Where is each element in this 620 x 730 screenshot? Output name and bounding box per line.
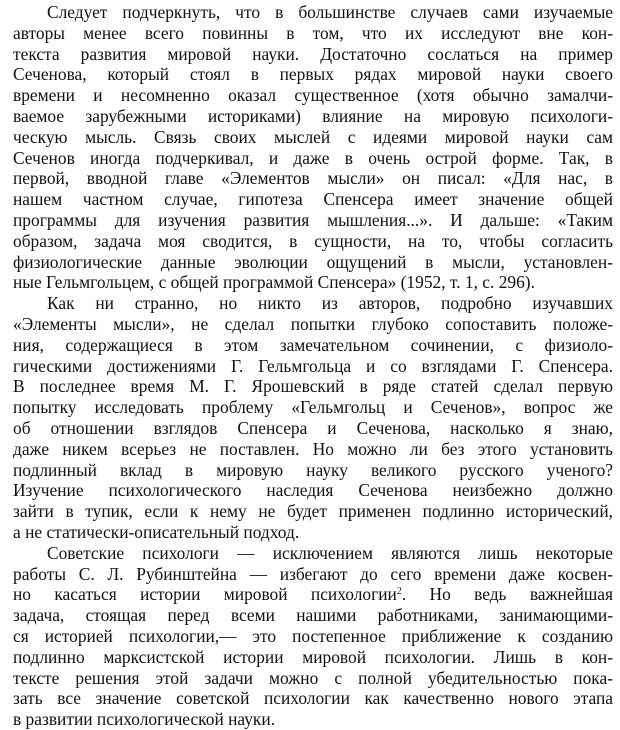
- text-line: Сеченов иногда подчеркивал, и даже в очень острой форме. Так, в: [13, 147, 613, 168]
- paragraph-3: [13, 543, 613, 730]
- text-line: авторы менее всего повинны в том, что их исследуют вне кон-: [13, 22, 613, 43]
- text-line: физиологические данные эволюции ощущений в мысли, установлен-: [13, 251, 613, 272]
- text-line: Как ни странно, но никто из авторов, подробно изучавших: [47, 293, 613, 314]
- text-line: образом, задача моя сводится, в сущности, на то, чтобы согласить: [13, 230, 613, 251]
- text-line: ные Гельмгольцем, с общей программой Спенсера» (1952, т. 1, с. 296).: [13, 272, 535, 293]
- text-segment: . Но ведь важнейшая: [401, 584, 613, 605]
- text-line: подлинно марксистской истории мировой психологии. Лишь в кон-: [13, 646, 613, 667]
- text-line: ния, содержащиеся в этом замечательном сочинении, с физиоло-: [13, 334, 613, 355]
- text-line: первой, вводной главе «Элементов мысли» он писал: «Для нас, в: [13, 168, 613, 189]
- text-line-with-footnote: [13, 584, 613, 605]
- text-line: Советские психологи — исключением являются лишь некоторые: [47, 542, 613, 563]
- text-line: «Элементы мысли», не сделал попытки глубоко сопоставить положе-: [13, 313, 613, 334]
- paragraph-2: [13, 293, 613, 543]
- page-text: [13, 2, 613, 730]
- text-line: времени и несомненно оказал существенное (хотя обычно замалчи-: [13, 85, 613, 106]
- footnote-mark: 2: [396, 586, 402, 598]
- text-segment: но касаться истории мировой психологии: [13, 584, 397, 605]
- text-line: в развитии психологической науки.: [13, 709, 276, 730]
- text-line: Сеченова, который стоял в первых рядах мировой науки своего: [13, 64, 613, 85]
- text-line: Следует подчеркнуть, что в большинстве случаев сами изучаемые: [47, 2, 613, 22]
- text-line: попытку исследовать проблему «Гельмгольц и Сеченов», вопрос же: [13, 397, 613, 418]
- text-line: гическими достижениями Г. Гельмгольца и со взглядами Г. Спенсера.: [13, 355, 613, 376]
- text-line: В последнее время М. Г. Ярошевский в ряде статей сделал первую: [13, 376, 613, 397]
- text-line: Изучение психологического наследия Сеченова неизбежно должно: [13, 480, 613, 501]
- text-line: задача, стоящая перед всеми нашими работниками, занимающими-: [13, 605, 613, 626]
- text-line: даже никем всерьез не поставлен. Но можно ли без этого установить: [13, 438, 613, 459]
- text-line: ческую мысль. Связь своих мыслей с идеями мировой науки сам: [13, 126, 613, 147]
- paragraph-1: [13, 2, 613, 293]
- text-line: текста развития мировой науки. Достаточно сослаться на пример: [13, 43, 613, 64]
- text-line: тексте решения этой задачи можно с полной убедительностью пока-: [13, 667, 613, 688]
- text-line: об отношении взглядов Спенсера и Сеченова, насколько я знаю,: [13, 417, 613, 438]
- text-line: зать все значение советской психологии как качественно нового этапа: [13, 688, 613, 709]
- text-line: ся историей психологии,— это постепенное приближение к созданию: [13, 625, 613, 646]
- text-line: нашем частном случае, гипотеза Спенсера имеет значение общей: [13, 189, 613, 210]
- text-line: программы для изучения развития мышления...». И дальше: «Таким: [13, 209, 613, 230]
- text-line: ваемое зарубежными историками) влияние на мировую психологи-: [13, 105, 613, 126]
- text-line: работы С. Л. Рубинштейна — избегают до сего времени даже косвен-: [13, 563, 613, 584]
- text-line: подлинный вклад в мировую науку великого русского ученого?: [13, 459, 613, 480]
- text-line: а не статически-описательный подход.: [13, 521, 300, 542]
- text-line: зайти в тупик, если к нему не будет применен подлинно исторический,: [13, 501, 613, 522]
